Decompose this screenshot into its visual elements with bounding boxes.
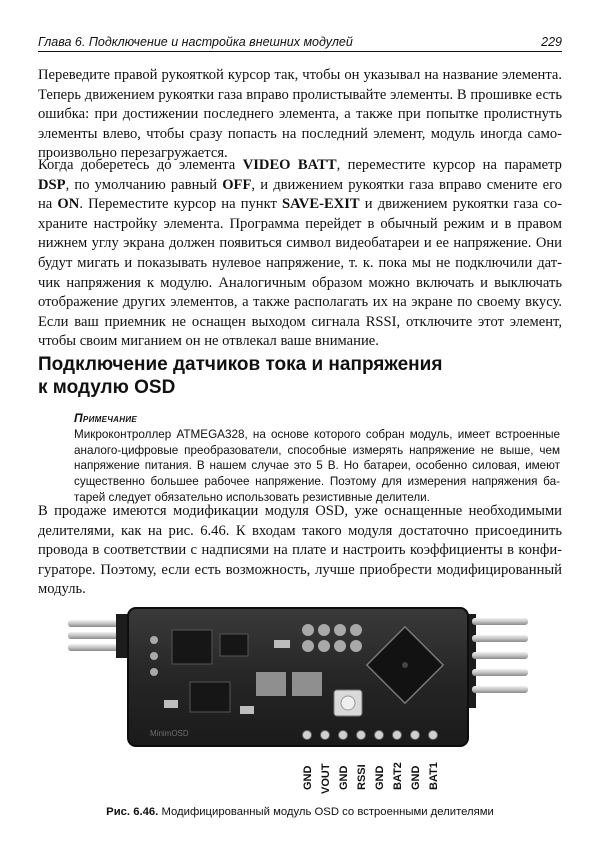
text-line: будут мигать и показывать нулевое напряжение, т. к. пока мы не подключили дат- — [38, 254, 562, 271]
osd-board-illustration — [60, 600, 540, 800]
note-body — [74, 427, 560, 506]
pin-labels — [302, 762, 440, 794]
text-line: модуль. — [38, 581, 86, 598]
pin-label: GND — [338, 765, 350, 790]
note-line: аналого-цифровые преобразователи, способные измерять напряжение не выше, чем — [74, 443, 560, 457]
text-line: на ON. Переместите курсор на пункт SAVE-EXIT и движением рукоятки газа со- — [38, 196, 563, 213]
text-line: Переведите правой рукояткой курсор так, чтобы он указывал на название элемента. — [38, 67, 562, 83]
term-on: ON — [57, 196, 80, 213]
board-silkscreen: MinimOSD — [150, 729, 189, 738]
text-line: элементы влево, чтобы сразу попасть на последний элемент, модуль иногда само- — [38, 125, 562, 142]
text-line: Когда доберетесь до элемента VIDEO BATT, переместите курсор на параметр — [38, 157, 562, 173]
caption-label: Рис. 6.46. — [106, 806, 159, 818]
pin-label: GND — [302, 765, 314, 790]
note-line: существенно большее рабочее напряжение. Поэтому для измерения напряжения ба- — [74, 475, 560, 489]
reset-button-component — [334, 690, 362, 716]
note-line: Микроконтроллер ATMEGA328, на основе которого собран модуль, имеет встроенные — [74, 428, 560, 441]
term-video-batt: VIDEO BATT — [242, 157, 337, 173]
pin-label: GND — [410, 765, 422, 790]
page-number: 229 — [541, 35, 562, 49]
text-line: Теперь движением рукоятки газа вправо пролистывайте элементы. В прошивке есть — [38, 86, 562, 103]
pin-label: GND — [374, 765, 386, 790]
chapter-title: Глава 6. Подключение и настройка внешних модулей — [38, 35, 353, 49]
heading-line: Подключение датчиков тока и напряжения — [38, 354, 443, 375]
text-line: провода в соответствии с надписями на плате и настроить коэффициенты в конфи- — [38, 542, 562, 559]
text-line: храните настройку элемента. Программа перейдет в обычный режим и в правом — [38, 215, 562, 232]
note-line: напряжение питания. В нашем случае это 5 В. Но батареи, особенно силовая, имеют — [74, 459, 560, 473]
term-dsp: DSP — [38, 176, 66, 193]
text-line: произвольно перезагружается. — [38, 145, 228, 162]
running-head — [38, 36, 562, 52]
text-line: чтобы своим миганием он не отвлекал ваше внимание. — [38, 333, 379, 350]
osd-board-photo — [60, 600, 540, 800]
text-line: гураторе. Поэтому, если есть возможность, лучше приобрести модифицированный — [38, 561, 562, 578]
paragraph-3 — [38, 502, 562, 600]
note-line: тарей следует обязательно использовать резистивные делители. — [74, 490, 430, 504]
figure-caption — [38, 806, 562, 818]
text-line: отображение других элементов, а также располагать их на экране по своему вкусу. — [38, 294, 562, 311]
text-line: чик напряжения к модулю. Аналогичным образом можно включать и выключать — [38, 274, 562, 291]
section-heading — [38, 353, 562, 399]
paragraph-1 — [38, 66, 562, 164]
text-line: делителями, как на рис. 6.46. К входам такого модуля достаточно присоединить — [38, 522, 562, 539]
text-line: В продаже имеются модификации модуля OSD, уже оснащенные необходимыми — [38, 503, 562, 519]
left-pin-header — [68, 614, 134, 658]
note-title: Примечание — [74, 411, 138, 425]
pin-label: BAT1 — [428, 762, 440, 790]
pin-label: RSSI — [356, 764, 368, 790]
note-box — [74, 411, 560, 506]
caption-text: Модифицированный модуль OSD со встроенными делителями — [158, 806, 494, 818]
pin-label: VOUT — [320, 763, 332, 794]
term-off: OFF — [222, 176, 252, 193]
text-line: Если ваш приемник не оснащен выходом сигнала RSSI, отключите этот элемент, — [38, 313, 562, 330]
text-line: ошибка: при достижении последнего элемента, а также при попытке пролистнуть — [38, 106, 562, 123]
text-line: DSP, по умолчанию равный OFF, и движением рукоятки газа вправо смените его — [38, 176, 562, 193]
right-pin-header — [460, 614, 528, 708]
paragraph-2 — [38, 156, 562, 352]
heading-line: к модулю OSD — [38, 377, 176, 398]
text-line: нижнем углу экрана должен появиться символ видеобатареи и ее напряжение. Они — [38, 235, 562, 252]
term-save-exit: SAVE-EXIT — [282, 196, 360, 213]
pin-label: BAT2 — [392, 762, 404, 790]
